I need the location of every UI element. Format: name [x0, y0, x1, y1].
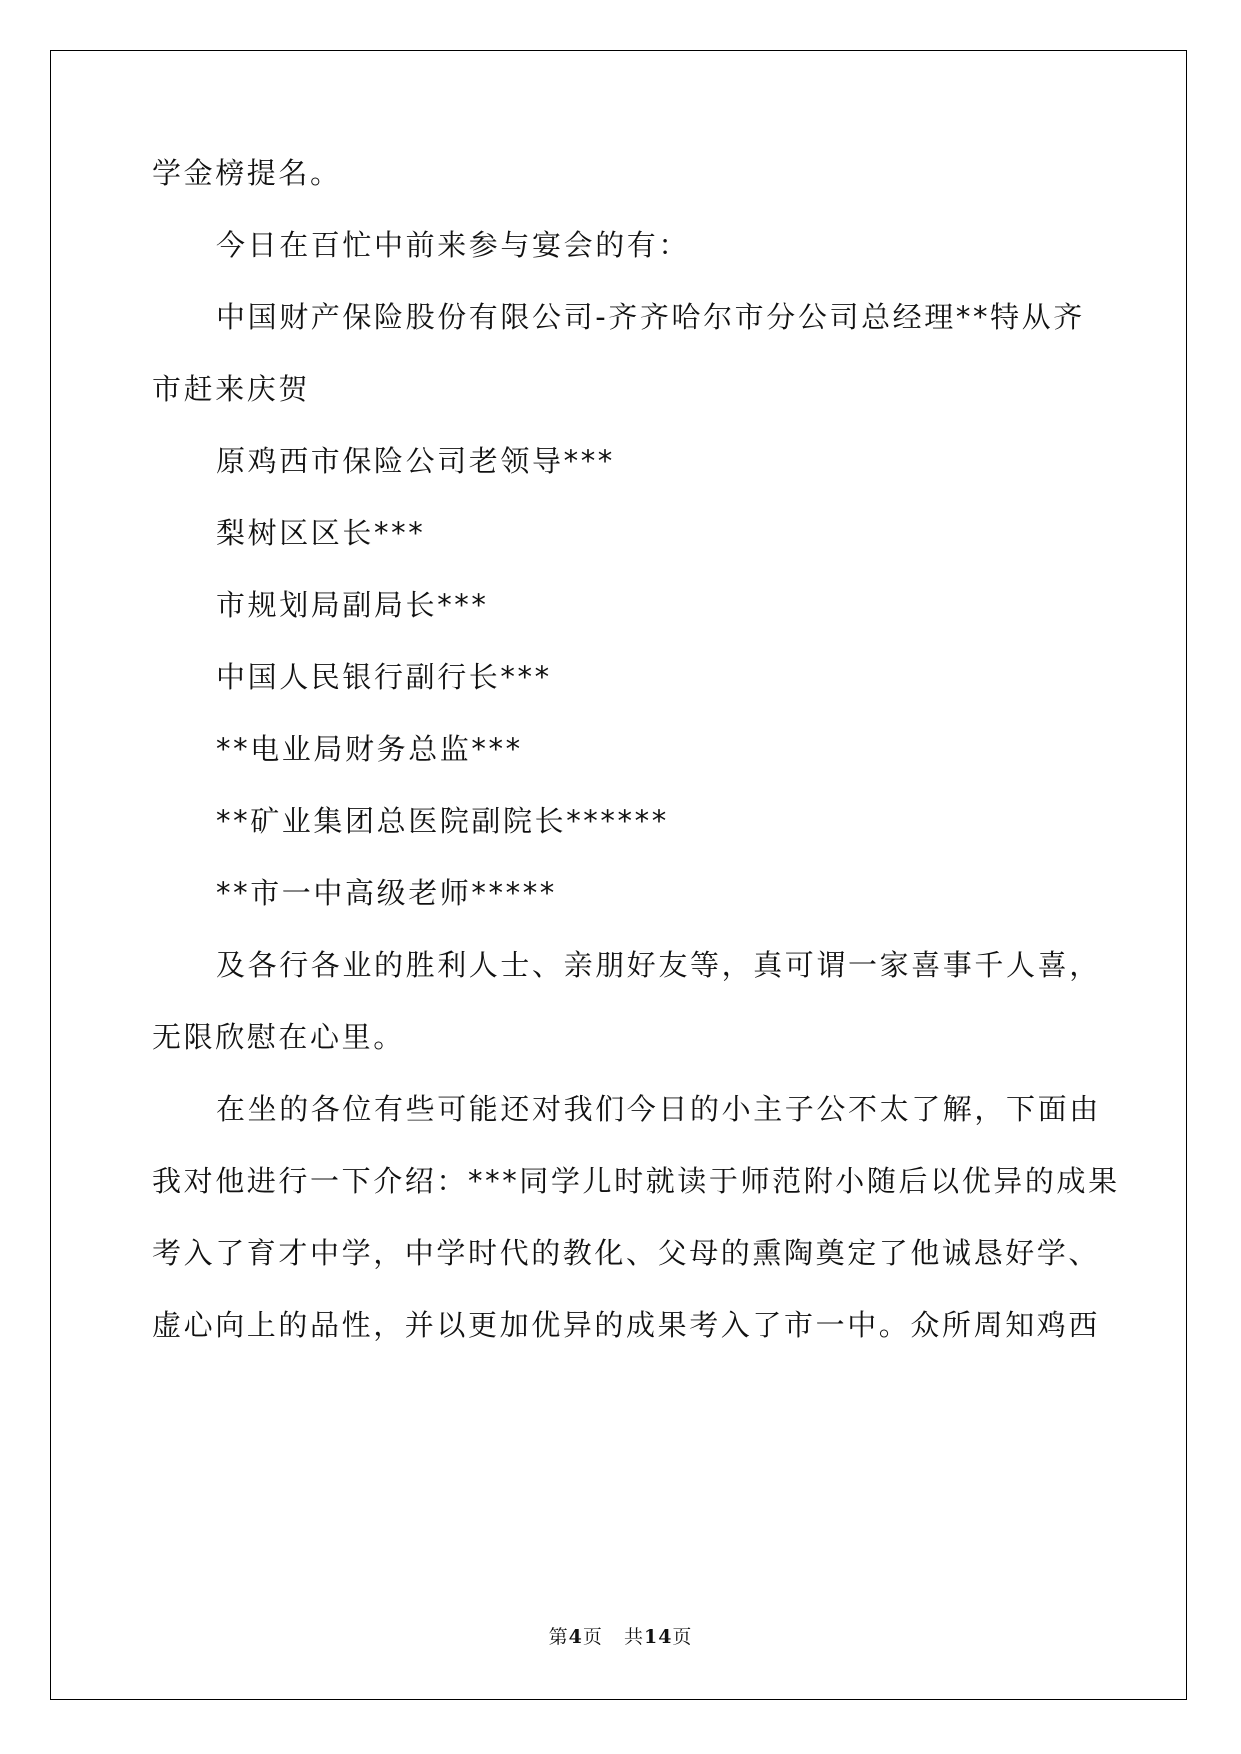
text-line: 梨树区区长*** [216, 516, 426, 550]
text-line: 无限欣慰在心里。 [152, 1020, 405, 1054]
footer-page-suffix: 页 [582, 1626, 603, 1648]
footer-prefix: 第 [548, 1626, 569, 1648]
text-line: 市赶来庆贺 [152, 372, 311, 406]
text-line: 我对他进行一下介绍：***同学儿时就读于师范附小随后以优异的成果 [152, 1164, 1120, 1198]
text-line: 中国人民银行副行长*** [216, 660, 552, 694]
footer-total-prefix: 共 [623, 1626, 644, 1648]
current-page-number: 4 [568, 1626, 583, 1648]
text-line: **市一中高级老师***** [216, 876, 557, 910]
total-page-number: 14 [643, 1626, 673, 1648]
text-line: 市规划局副局长*** [216, 588, 489, 622]
footer-total-suffix: 页 [672, 1626, 693, 1648]
page-footer [0, 1622, 1241, 1649]
text-line: 在坐的各位有些可能还对我们今日的小主子公不太了解，下面由 [216, 1092, 1101, 1126]
text-line: **电业局财务总监*** [216, 732, 523, 766]
text-line: **矿业集团总医院副院长****** [216, 804, 669, 838]
text-line: 及各行各业的胜利人士、亲朋好友等，真可谓一家喜事千人喜， [216, 948, 1101, 982]
text-line: 中国财产保险股份有限公司-齐齐哈尔市分公司总经理**特从齐 [216, 300, 1085, 334]
text-line: 学金榜提名。 [152, 156, 342, 190]
text-line: 考入了育才中学，中学时代的教化、父母的熏陶奠定了他诚恳好学、 [152, 1236, 1101, 1270]
text-line: 今日在百忙中前来参与宴会的有： [216, 228, 691, 262]
text-line: 虚心向上的品性，并以更加优异的成果考入了市一中。众所周知鸡西 [152, 1308, 1101, 1342]
text-line: 原鸡西市保险公司老领导*** [216, 444, 615, 478]
